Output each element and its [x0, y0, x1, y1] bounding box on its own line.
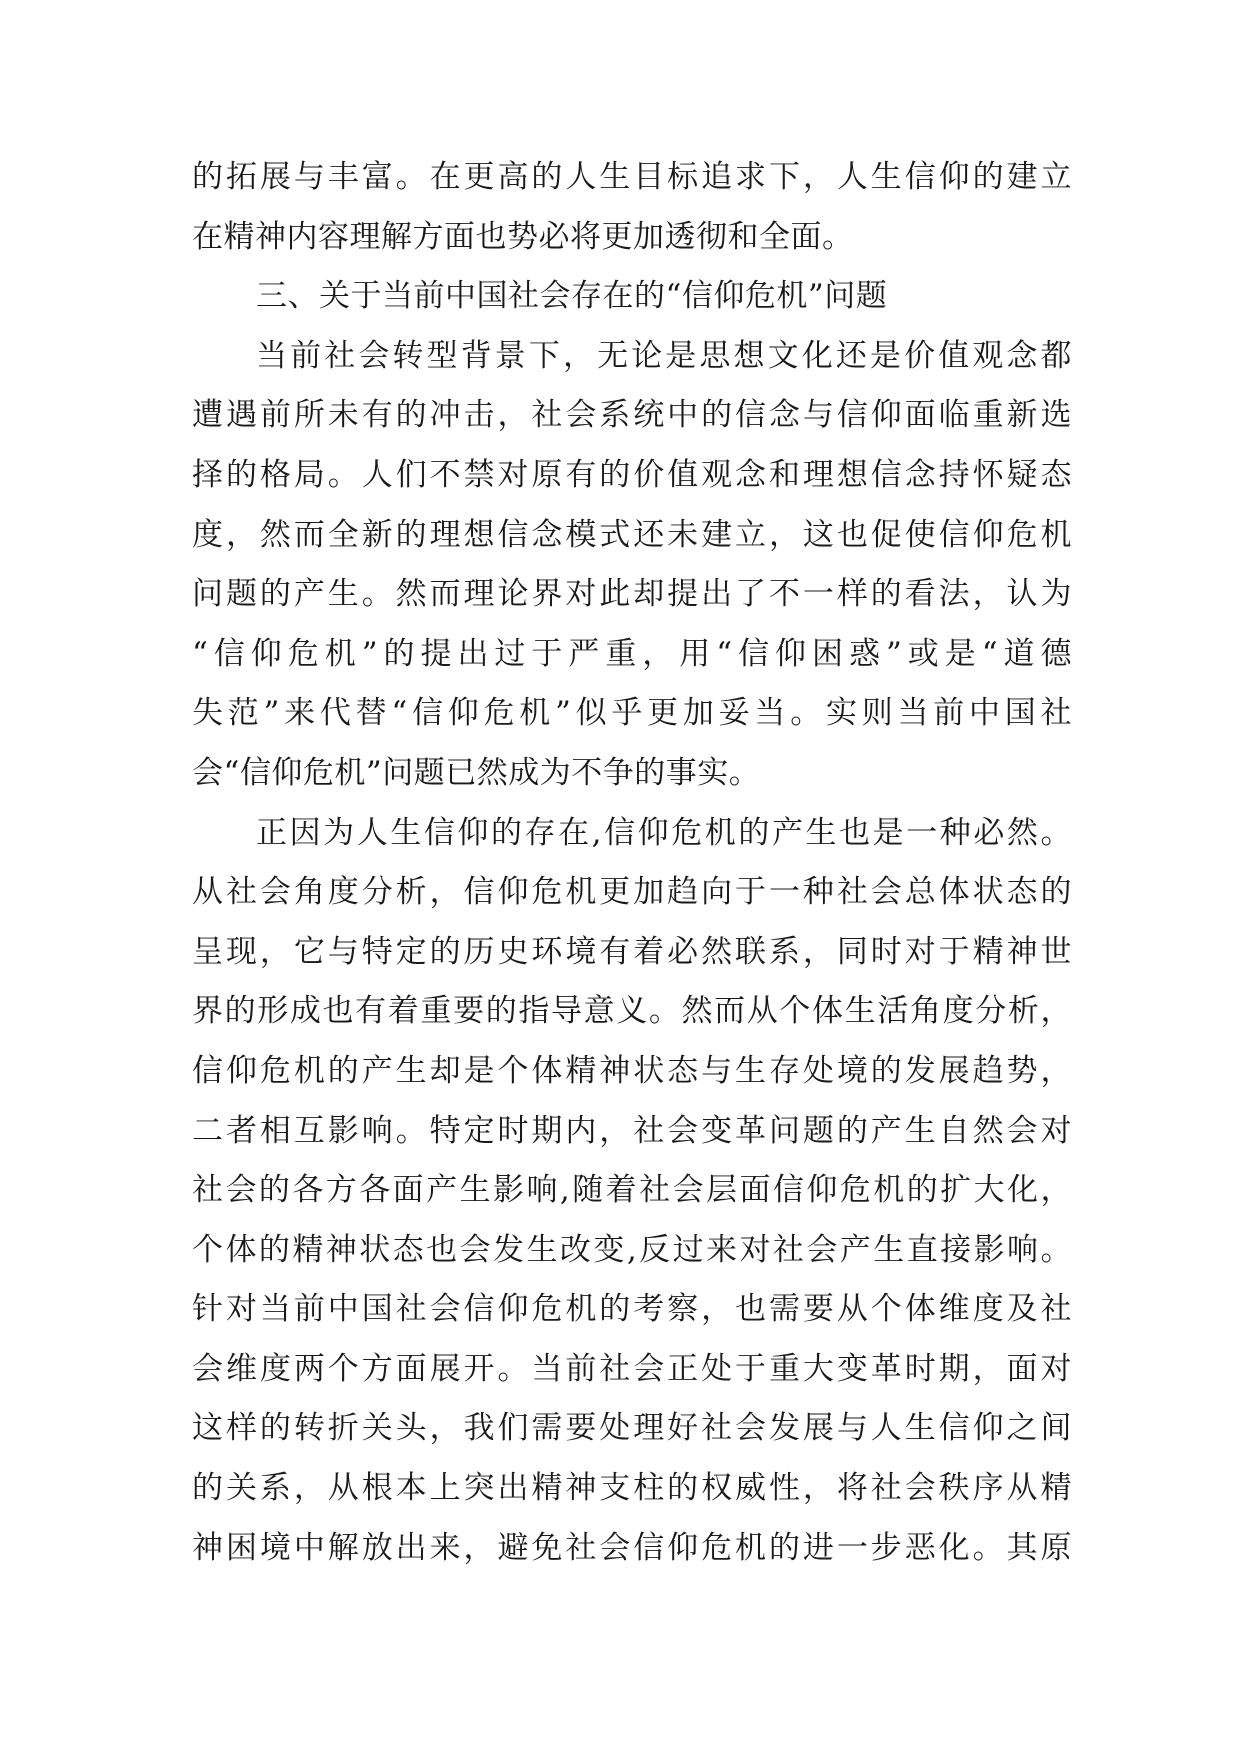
text-line: 的拓展与丰富。在更高的人生目标追求下，人生信仰的建立 [192, 159, 1072, 195]
text-line: 界的形成也有着重要的指导意义。然而从个体生活角度分析， [192, 993, 1072, 1030]
text-line: 遭遇前所未有的冲击，社会系统中的信念与信仰面临重新选 [192, 397, 1072, 434]
text-line: 当前社会转型背景下，无论是思想文化还是价值观念都 [256, 337, 1072, 374]
text-line: 失范”来代替“信仰危机”似乎更加妥当。实则当前中国社 [192, 695, 1072, 732]
text-line: 针对当前中国社会信仰危机的考察，也需要从个体维度及社 [192, 1291, 1072, 1328]
text-line: 择的格局。人们不禁对原有的价值观念和理想信念持怀疑态 [192, 456, 1072, 493]
text-line: 二者相互影响。特定时期内，社会变革问题的产生自然会对 [192, 1112, 1072, 1149]
text-line: 会维度两个方面展开。当前社会正处于重大变革时期，面对 [192, 1350, 1072, 1387]
text-line: 个体的精神状态也会发生改变,反过来对社会产生直接影响。 [192, 1231, 1072, 1268]
text-line: 社会的各方各面产生影响,随着社会层面信仰危机的扩大化， [192, 1172, 1072, 1209]
text-line: 这样的转折关头，我们需要处理好社会发展与人生信仰之间 [192, 1410, 1072, 1447]
text-line: 的关系，从根本上突出精神支柱的权威性，将社会秩序从精 [192, 1470, 1072, 1507]
text-line: 信仰危机的产生却是个体精神状态与生存处境的发展趋势， [192, 1052, 1072, 1089]
text-line: 从社会角度分析，信仰危机更加趋向于一种社会总体状态的 [192, 874, 1072, 911]
body-text [192, 148, 1072, 1578]
text-line: 呈现，它与特定的历史环境有着必然联系，同时对于精神世 [192, 933, 1072, 970]
section-heading: 三、关于当前中国社会存在的“信仰危机”问题 [256, 278, 888, 315]
text-line: “信仰危机”的提出过于严重，用“信仰困惑”或是“道德 [192, 635, 1072, 672]
text-line: 会“信仰危机”问题已然成为不争的事实。 [192, 754, 761, 791]
text-line: 正因为人生信仰的存在,信仰危机的产生也是一种必然。 [256, 814, 1072, 851]
text-line: 神困境中解放出来，避免社会信仰危机的进一步恶化。其原 [192, 1529, 1072, 1566]
text-line: 在精神内容理解方面也势必将更加透彻和全面。 [192, 218, 854, 255]
text-line: 度，然而全新的理想信念模式还未建立，这也促使信仰危机 [192, 516, 1072, 553]
text-line: 问题的产生。然而理论界对此却提出了不一样的看法，认为 [192, 576, 1072, 613]
